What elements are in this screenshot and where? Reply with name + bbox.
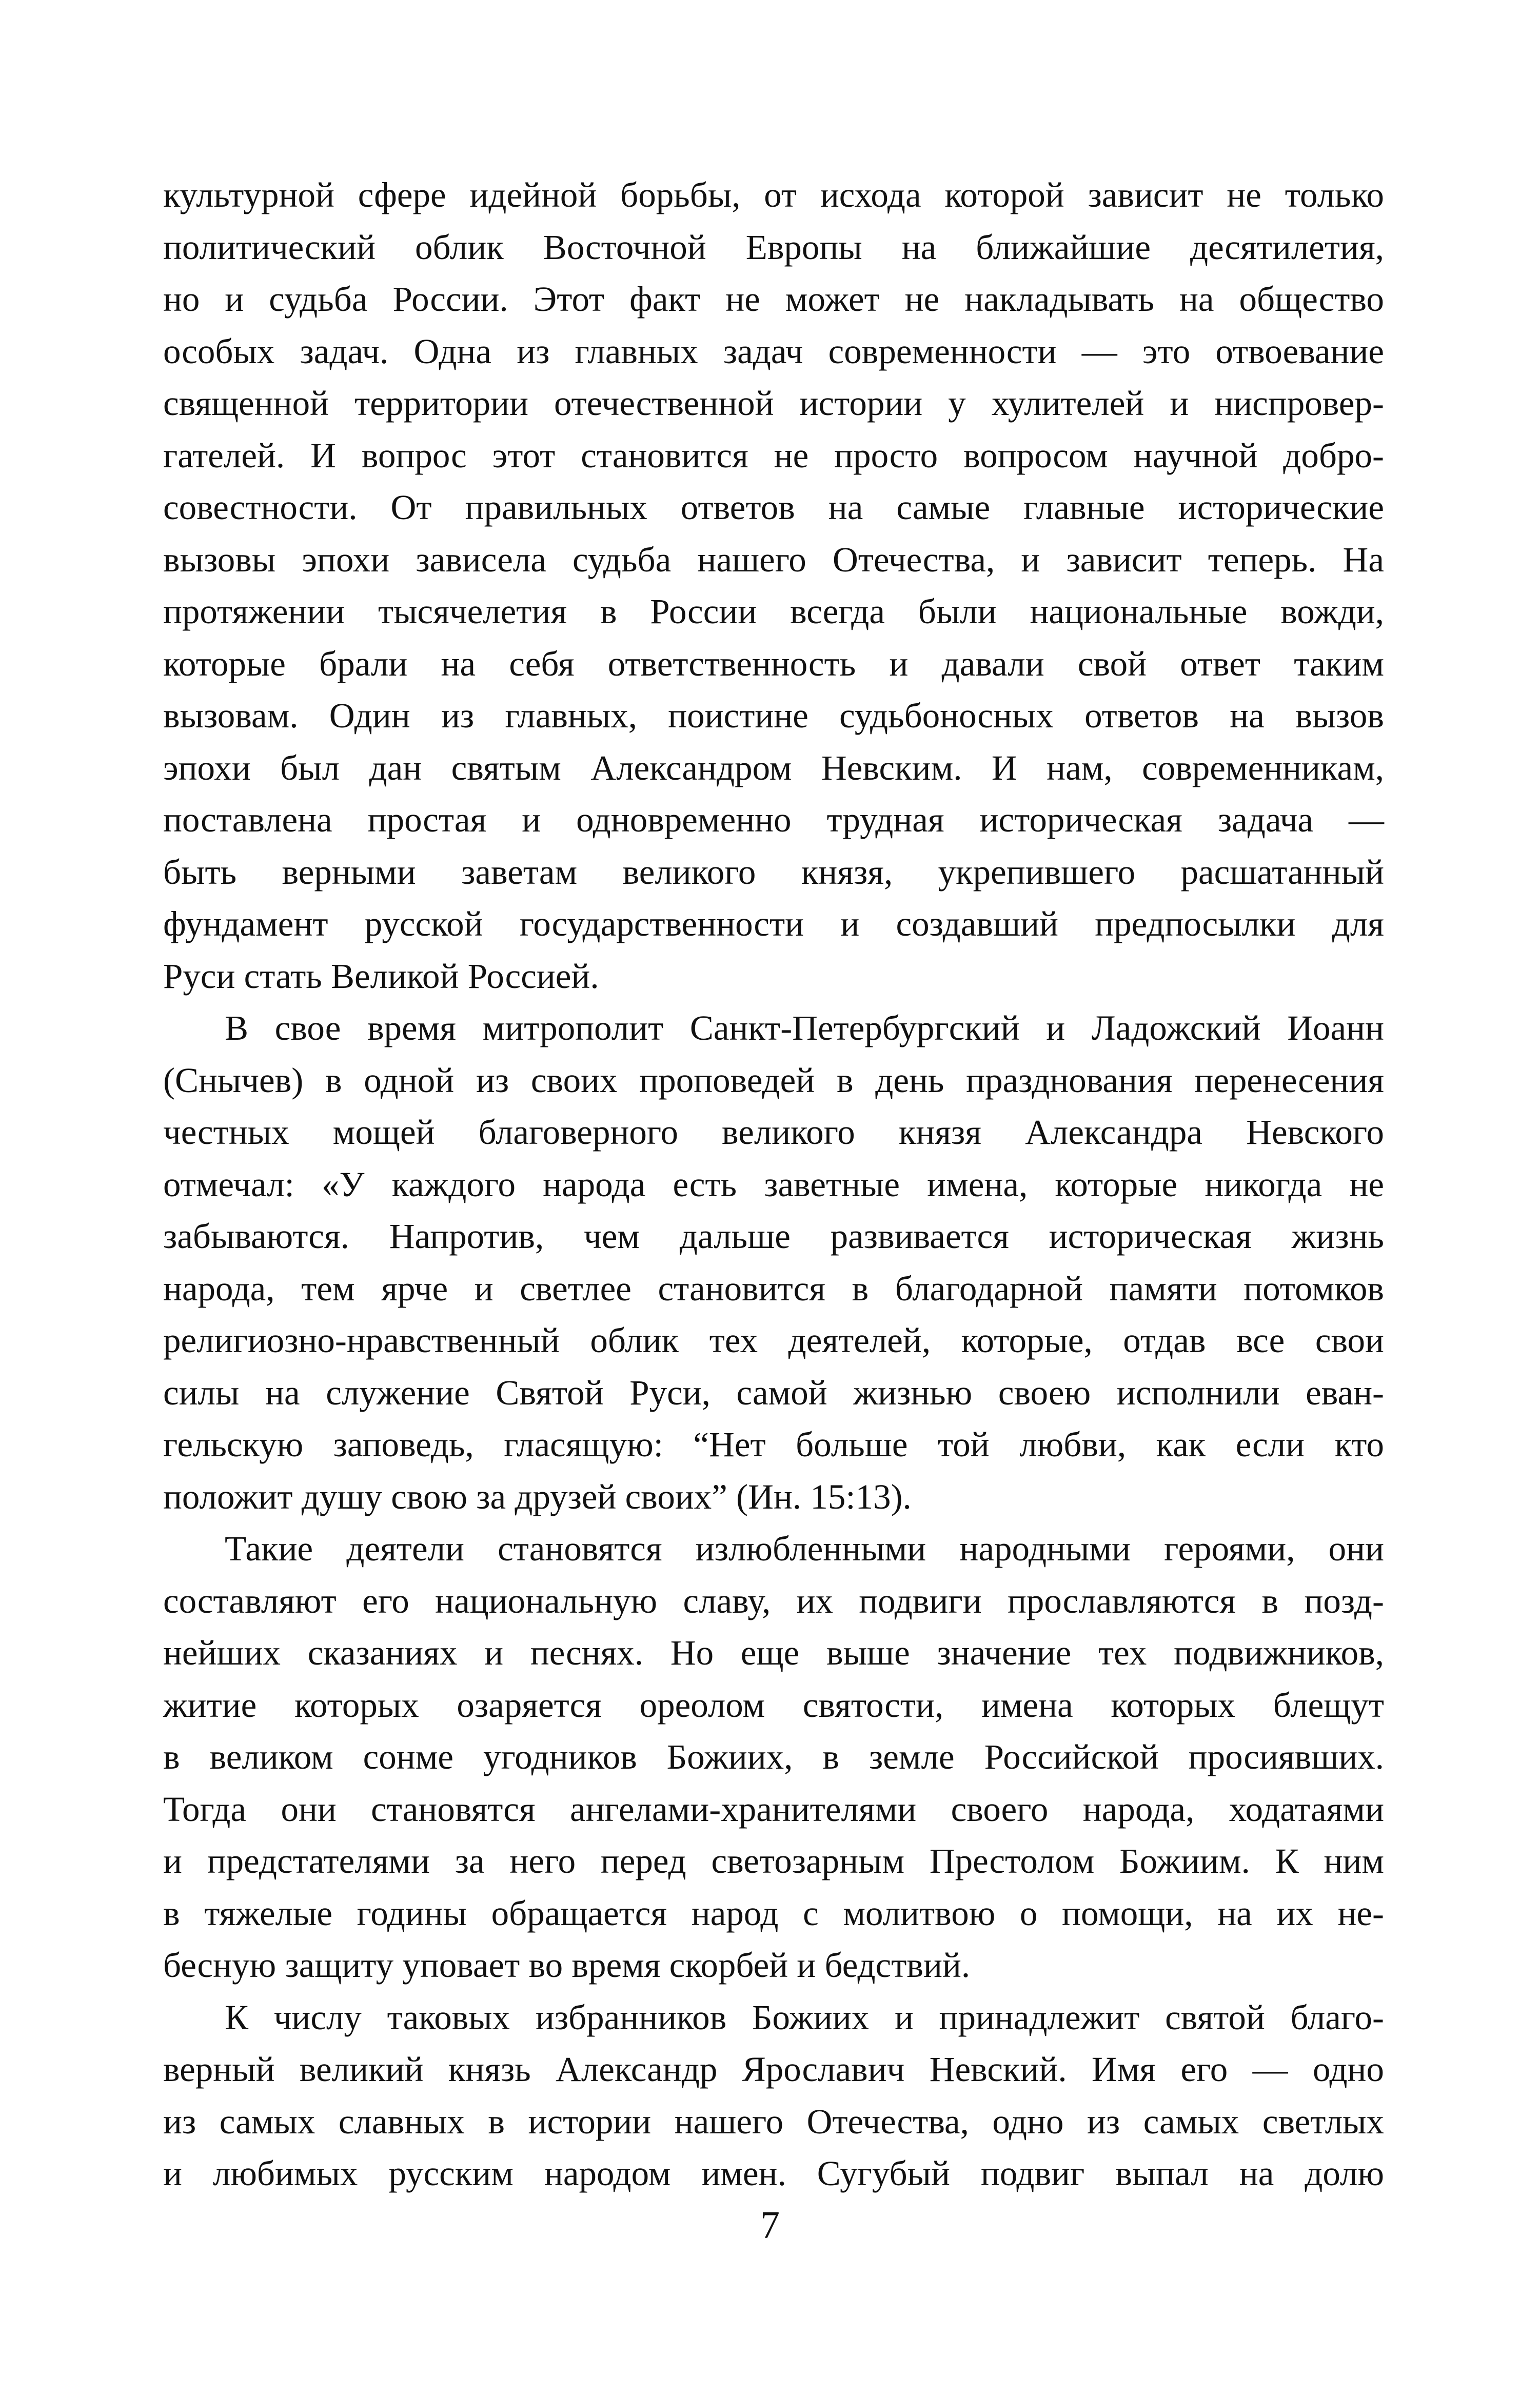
- text-line: из самых славных в истории нашего Отечества, одно из самых светлых: [163, 2102, 1384, 2141]
- text-line: священной территории отечественной истории у хулителей и ниспровер-: [163, 384, 1384, 423]
- page-number: 7: [760, 2204, 780, 2247]
- text-line: в великом сонме угодников Божиих, в земле Российской просиявших.: [163, 1737, 1384, 1776]
- text-line: быть верными заветам великого князя, укрепившего расшатанный: [163, 852, 1384, 892]
- paragraph: [163, 1002, 1384, 1523]
- paragraph: [163, 1992, 1384, 2200]
- text-line: вызовам. Один из главных, поистине судьбоносных ответов на вызов: [163, 696, 1384, 735]
- text-line: фундамент русской государственности и создавший предпосылки для: [163, 904, 1384, 943]
- text-line: честных мощей благоверного великого князя Александра Невского: [163, 1113, 1384, 1152]
- text-line: которые брали на себя ответственность и давали свой ответ таким: [163, 644, 1384, 683]
- text-line: и предстателями за него перед светозарным Престолом Божиим. К ним: [163, 1841, 1384, 1880]
- text-line: гельскую заповедь, гласящую: “Нет больше той любви, как если кто: [163, 1425, 1384, 1464]
- text-line: вызовы эпохи зависела судьба нашего Отечества, и зависит теперь. На: [163, 540, 1384, 579]
- text-line: народа, тем ярче и светлее становится в благодарной памяти потомков: [163, 1269, 1384, 1308]
- paragraph: [163, 1523, 1384, 1992]
- text-line: житие которых озаряется ореолом святости, имена которых блещут: [163, 1685, 1384, 1725]
- text-line: положит душу свою за друзей своих” (Ин. 15:13).: [163, 1477, 912, 1516]
- text-line: особых задач. Одна из главных задач современности — это отвоевание: [163, 331, 1384, 371]
- text-line: эпохи был дан святым Александром Невским. И нам, современникам,: [163, 748, 1384, 787]
- text-line: религиозно-нравственный облик тех деятелей, которые, отдав все свои: [163, 1321, 1384, 1360]
- text-line: но и судьба России. Этот факт не может не накладывать на общество: [163, 280, 1384, 319]
- paragraph: [163, 169, 1384, 1002]
- text-line: отмечал: «У каждого народа есть заветные имена, которые никогда не: [163, 1164, 1384, 1204]
- text-line: Такие деятели становятся излюбленными народными героями, они: [225, 1529, 1384, 1568]
- text-line: бесную защиту уповает во время скорбей и бедствий.: [163, 1946, 971, 1985]
- text-line: в тяжелые годины обращается народ с молитвою о помощи, на их не-: [163, 1893, 1384, 1933]
- text-line: политический облик Восточной Европы на ближайшие десятилетия,: [163, 227, 1384, 267]
- text-line: культурной сфере идейной борьбы, от исхода которой зависит не только: [163, 175, 1384, 214]
- body-text: [163, 169, 1384, 2200]
- text-line: забываются. Напротив, чем дальше развивается историческая жизнь: [163, 1217, 1384, 1256]
- text-line: поставлена простая и одновременно трудная историческая задача —: [163, 800, 1384, 839]
- text-line: К числу таковых избранников Божиих и принадлежит святой благо-: [225, 1997, 1384, 2037]
- text-line: составляют его национальную славу, их подвиги прославляются в позд-: [163, 1581, 1384, 1620]
- text-line: нейших сказаниях и песнях. Но еще выше значение тех подвижников,: [163, 1633, 1384, 1672]
- text-line: Руси стать Великой Россией.: [163, 956, 599, 996]
- text-line: (Снычев) в одной из своих проповедей в день празднования перенесения: [163, 1060, 1384, 1100]
- text-line: протяжении тысячелетия в России всегда были национальные вожди,: [163, 592, 1384, 631]
- text-line: Тогда они становятся ангелами-хранителями своего народа, ходатаями: [163, 1789, 1384, 1829]
- text-line: совестности. От правильных ответов на самые главные исторические: [163, 488, 1384, 527]
- text-line: гателей. И вопрос этот становится не просто вопросом научной добро-: [163, 435, 1384, 475]
- text-line: верный великий князь Александр Ярославич Невский. Имя его — одно: [163, 2050, 1384, 2089]
- text-line: силы на служение Святой Руси, самой жизнью своею исполнили еван-: [163, 1373, 1384, 1412]
- text-line: и любимых русским народом имен. Сугубый подвиг выпал на долю: [163, 2154, 1384, 2193]
- text-line: В свое время митрополит Санкт-Петербургский и Ладожский Иоанн: [225, 1008, 1384, 1047]
